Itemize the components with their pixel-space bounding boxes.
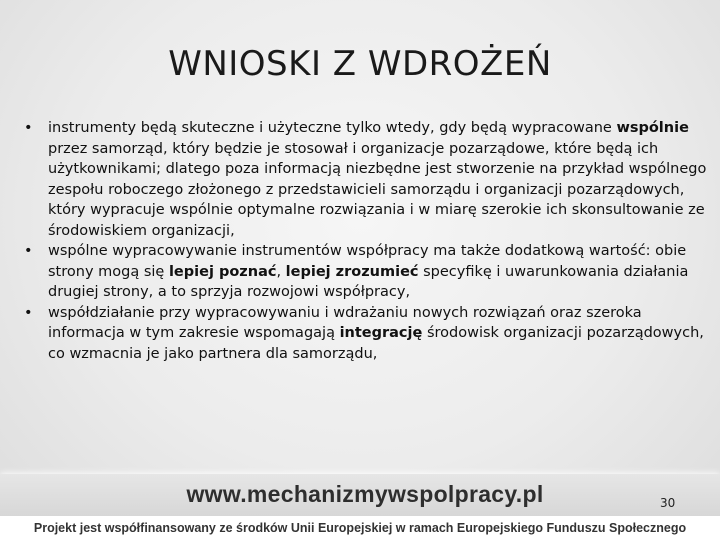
slide-title: WNIOSKI Z WDROŻEŃ <box>168 44 552 84</box>
bullet-text: wspólne wypracowywanie instrumentów współpracy ma także dodatkową wartość: obie strony mogą się <box>48 243 687 280</box>
bullet-item <box>22 303 716 365</box>
bullet-text: środowisk organizacji pozarządowych, co wzmacnia je jako partnera dla samorządu, <box>48 325 704 362</box>
bullet-item <box>22 118 716 241</box>
page-number: 30 <box>660 496 676 510</box>
bullet-text: instrumenty będą skuteczne i użyteczne tylko wtedy, gdy będą wypracowane <box>48 120 617 136</box>
bullet-text: współdziałanie przy wypracowywaniu i wdrażaniu nowych rozwiązań oraz szeroka informacja w tym zakresie wspomagają <box>48 304 642 341</box>
bullet-item <box>22 241 716 303</box>
bullet-text: przez samorząd, który będzie je stosował i organizacje pozarządowe, które będą ich użytkownikami; dlatego poza informacją niezbędne jest stworzenie na przykład wspólnego zespołu roboczego złożonego z przedstawicieli samorządu i organizacji pozarządowych, który wypracuje wspólnie optymalne rozwiązania i w miarę szerokie ich skonsultowanie ze środowiskiem organizacji, <box>48 140 707 239</box>
website-link[interactable]: www.mechanizmywspolpracy.pl <box>186 481 544 507</box>
funding-notice: Projekt jest współfinansowany ze środków Unii Europejskiej w ramach Europejskiego Funduszu Społecznego <box>0 516 720 540</box>
bullet-emphasis: wspólnie <box>616 120 689 136</box>
bullet-emphasis: lepiej poznać <box>168 263 277 280</box>
bullet-emphasis: integrację <box>339 325 423 341</box>
bullet-text: , <box>276 263 286 280</box>
bullet-emphasis: lepiej zrozumieć <box>285 263 419 280</box>
bullet-text: specyfikę i uwarunkowania działania drugiej strony, a to sprzyja rozwojowi współpracy, <box>48 263 689 300</box>
bullet-list <box>22 118 716 364</box>
